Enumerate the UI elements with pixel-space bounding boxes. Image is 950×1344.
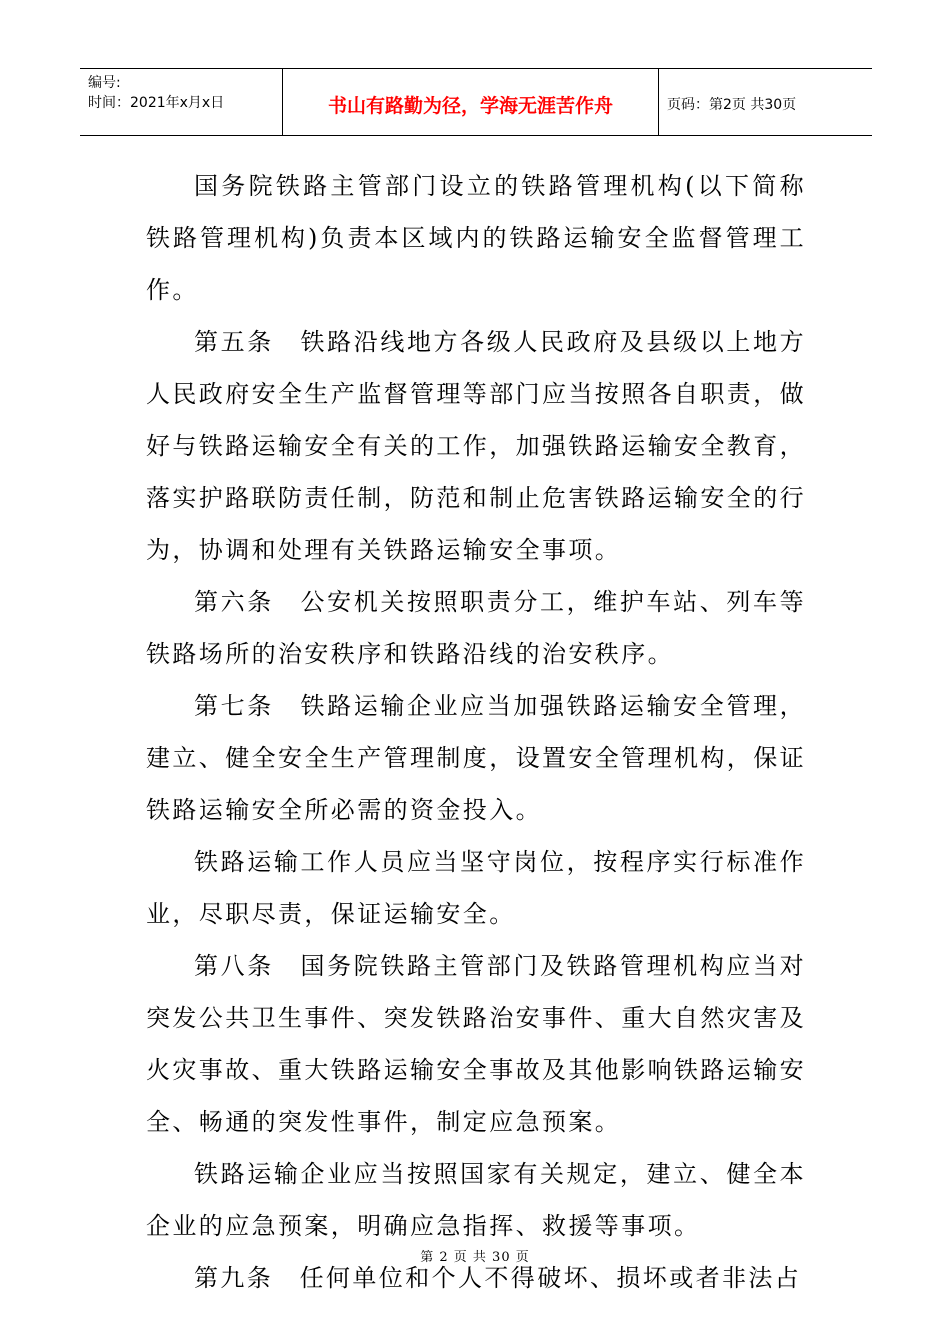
header-page-info: 页码：第2页 共30页 — [667, 97, 797, 113]
paragraph: 国务院铁路主管部门设立的铁路管理机构(以下简称铁路管理机构)负责本区域内的铁路运输安全监督管理工作。 — [146, 172, 806, 304]
document-body — [146, 160, 806, 1304]
paragraph: 第五条 铁路沿线地方各级人民政府及县级以上地方人民政府安全生产监督管理等部门应当按照各自职责，做好与铁路运输安全有关的工作，加强铁路运输安全教育，落实护路联防责任制，防范和制止危害铁路运输安全的行为，协调和处理有关铁路运输安全事项。 — [146, 328, 806, 564]
page-header — [80, 68, 872, 136]
header-meta — [80, 69, 283, 135]
document-number-label: 编号: — [88, 75, 121, 91]
paragraph: 铁路运输工作人员应当坚守岗位，按程序实行标准作业，尽职尽责，保证运输安全。 — [146, 848, 806, 928]
paragraph: 第九条 任何单位和个人不得破坏、损坏或者非法占 — [194, 1264, 802, 1292]
paragraph: 第八条 国务院铁路主管部门及铁路管理机构应当对突发公共卫生事件、突发铁路治安事件、重大自然灾害及火灾事故、重大铁路运输安全事故及其他影响铁路运输安全、畅通的突发性事件，制定应急预案。 — [146, 952, 806, 1136]
paragraph: 第七条 铁路运输企业应当加强铁路运输安全管理，建立、健全安全生产管理制度，设置安全管理机构，保证铁路运输安全所必需的资金投入。 — [146, 692, 806, 824]
document-date: 时间：2021年x月x日 — [88, 95, 225, 111]
paragraph: 第六条 公安机关按照职责分工，维护车站、列车等铁路场所的治安秩序和铁路沿线的治安秩序。 — [146, 588, 806, 668]
header-motto: 书山有路勤为径，学海无涯苦作舟 — [283, 69, 659, 135]
paragraph: 铁路运输企业应当按照国家有关规定，建立、健全本企业的应急预案，明确应急指挥、救援等事项。 — [146, 1160, 806, 1240]
page-footer: 第 2 页 共 30 页 — [420, 1250, 530, 1265]
